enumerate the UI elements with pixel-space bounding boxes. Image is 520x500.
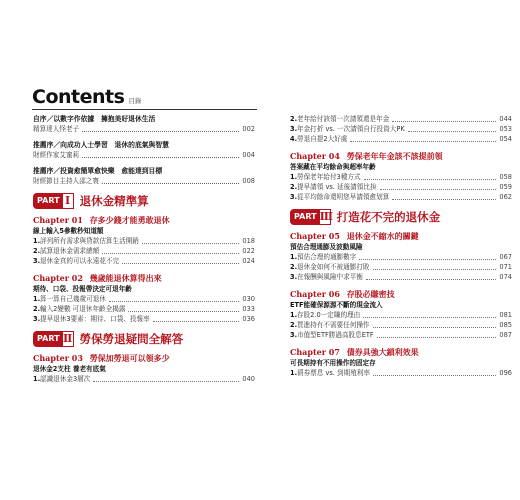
toc-entry (290, 114, 512, 124)
leader-dots (128, 304, 239, 312)
entry-title: 勞保老年給付3種方式 (297, 173, 361, 181)
title-main: Contents (32, 86, 125, 108)
leader-dots (102, 183, 239, 184)
page-number: 067 (499, 253, 512, 261)
page-number: 030 (242, 295, 255, 303)
toc-entry (290, 252, 512, 262)
intro-heading: 推薦序／向成功人士學習 退休的底氣與智慧 (33, 141, 169, 149)
page-number: 054 (499, 135, 512, 143)
toc-entry (290, 192, 512, 202)
entry-number: 2. (290, 115, 298, 123)
entry-title: 輸入2變數 可退休年齡全揭露 (40, 305, 126, 313)
toc-entry (290, 262, 512, 272)
leader-dots (142, 236, 240, 244)
leader-dots (363, 310, 496, 318)
page-number: 036 (242, 315, 255, 323)
entry-title: 買進持有不需要任何操作 (297, 321, 370, 329)
entry-title: 評列所有需求與貸款估算生活開銷 (40, 237, 139, 245)
chapter-heading (33, 272, 255, 284)
contents-title (32, 86, 141, 108)
page-number: 044 (499, 115, 512, 123)
toc-entry (33, 304, 255, 314)
chapter-06 (290, 288, 512, 340)
entry-title: 在報酬與風險中求平衡 (297, 273, 363, 281)
chapter-title: 幾歲能退休算得出來 (89, 274, 162, 283)
intro-author: 財經節目主持人邵之寰 (33, 177, 99, 185)
leader-dots (373, 320, 497, 328)
entry-title: 存股2.0一定賺的理由 (297, 311, 361, 319)
chapter-number: Chapter 05 (290, 231, 340, 241)
part-number: Ⅰ (62, 193, 74, 209)
chapter-04 (290, 150, 512, 202)
chapter-01 (33, 214, 255, 266)
chapter-heading (33, 214, 255, 226)
entry-title: 試算退休金需求總額 (40, 247, 100, 255)
page-number: 002 (242, 125, 255, 133)
toc-entry (290, 172, 512, 182)
toc-entry (33, 374, 255, 384)
page-number: 040 (242, 375, 255, 383)
leader-dots (364, 172, 497, 180)
toc-entry (290, 310, 512, 320)
chapter-heading (33, 352, 255, 364)
page-number: 087 (499, 331, 512, 339)
page-number: 024 (242, 257, 255, 265)
entry-title: 年金打折 vs. 一次請領自行投資大PK (297, 125, 405, 133)
chapter-subtitle: 線上輸入5參數秒知道額 (33, 227, 104, 235)
entry-title: 退休金真的可以永遠花不完 (40, 257, 120, 265)
toc-entry (290, 320, 512, 330)
entry-number: 2. (33, 247, 41, 255)
entry-title: 預估合理的通膨數字 (297, 253, 357, 261)
part-label: PART (33, 193, 63, 209)
part-title: 勞保勞退疑問全解答 (79, 332, 184, 346)
entry-number: 1. (290, 253, 298, 261)
entry-title: 退休金如何不被通膨打敗 (297, 263, 370, 271)
entry-title: 認識退休金3層次 (40, 375, 91, 383)
chapter-number: Chapter 02 (33, 273, 83, 283)
left-column (33, 114, 255, 384)
chapter-07 (290, 346, 512, 378)
intro-line (33, 124, 255, 134)
chapter-number: Chapter 06 (290, 289, 340, 299)
chapter-03-continued (290, 114, 512, 144)
chapter-05 (290, 230, 512, 282)
chapter-title: 存股必賺密技 (346, 290, 395, 299)
leader-dots (392, 114, 496, 122)
part-1-banner (33, 192, 255, 210)
chapter-subtitle: ETF能確保源源不斷的現金流入 (290, 301, 383, 309)
toc-entry (290, 330, 512, 340)
entry-title: 提早請領 vs. 延後請領比拚 (297, 183, 377, 191)
entry-title: 債券票息 vs. 到期殖利率 (297, 369, 370, 377)
entry-number: 2. (33, 305, 41, 313)
chapter-title: 債券具強大鎖利效果 (346, 348, 419, 357)
part-title: 退休金精準算 (79, 194, 149, 208)
chapter-heading (290, 288, 512, 300)
intro-author: 財經作家艾蜜莉 (33, 151, 80, 159)
entry-number: 2. (290, 183, 298, 191)
chapter-subtitle: 退休金2支柱 養老有底氣 (33, 365, 106, 373)
leader-dots (109, 294, 239, 302)
page-number: 081 (499, 311, 512, 319)
entry-title: 從平均餘命還明您早請領愈划算 (297, 193, 390, 201)
part-title: 打造花不完的退休金 (336, 210, 441, 224)
chapter-subtitle: 答案藏在平均餘命與超率年齡 (290, 163, 376, 171)
page-number: 004 (242, 151, 255, 159)
intro-block-3 (33, 166, 255, 186)
part-3-banner (290, 208, 512, 226)
page-number: 085 (499, 321, 512, 329)
chapter-subtitle: 期待、口袋、投報帶決定可退年齡 (33, 285, 132, 293)
entry-number: 1. (290, 369, 298, 377)
chapter-heading (290, 230, 512, 242)
toc-entry (290, 134, 512, 144)
leader-dots (82, 157, 239, 158)
entry-number: 1. (33, 237, 41, 245)
intro-block-1 (33, 114, 255, 134)
chapter-title: 勞保老年年金該不該提前領 (346, 152, 443, 161)
chapter-03 (33, 352, 255, 384)
page-number: 018 (242, 237, 255, 245)
entry-number: 3. (33, 257, 41, 265)
entry-number: 2. (290, 263, 298, 271)
page-number: 022 (242, 247, 255, 255)
entry-title: 老年給付該領一次請領還是年金 (297, 115, 390, 123)
chapter-title: 存多少錢才能勇敢退休 (89, 216, 170, 225)
chapter-heading (290, 346, 512, 358)
entry-number: 3. (290, 193, 298, 201)
intro-heading: 自序／以數字作依據 擁抱美好退休生活 (33, 115, 156, 123)
entry-number: 1. (290, 173, 298, 181)
page-number: 008 (242, 177, 255, 185)
entry-number: 1. (33, 375, 41, 383)
entry-title: 市值型ETF勝過高股息ETF (297, 331, 374, 339)
leader-dots (122, 256, 239, 264)
part-label: PART (290, 209, 320, 225)
leader-dots (350, 134, 496, 142)
part-2-banner (33, 330, 255, 348)
toc-entry (290, 124, 512, 134)
title-sub: 目錄 (128, 97, 142, 105)
part-number: Ⅲ (319, 210, 333, 223)
toc-entry (33, 314, 255, 324)
page-number: 074 (499, 273, 512, 281)
leader-dots (377, 330, 497, 338)
leader-dots (366, 272, 496, 280)
toc-entry (290, 368, 512, 378)
intro-heading: 推薦序／投資愈簡單愈快樂 愈能達到目標 (33, 167, 163, 175)
entry-number: 1. (290, 311, 298, 319)
leader-dots (373, 262, 497, 270)
intro-line (33, 176, 255, 186)
toc-entry (33, 246, 255, 256)
leader-dots (153, 314, 240, 322)
chapter-heading (290, 150, 512, 162)
leader-dots (359, 252, 496, 260)
page-number: 062 (499, 193, 512, 201)
chapter-number: Chapter 07 (290, 347, 340, 357)
chapter-02 (33, 272, 255, 324)
right-column (290, 114, 512, 378)
chapter-title: 勞保加勞退可以領多少 (89, 354, 170, 363)
page-number: 053 (499, 125, 512, 133)
chapter-number: Chapter 01 (33, 215, 83, 225)
chapter-subtitle: 可長期持有不用操作的固定存 (290, 359, 376, 367)
entry-number: 3. (33, 315, 41, 323)
page-number: 059 (499, 183, 512, 191)
leader-dots (380, 182, 497, 190)
entry-number: 1. (33, 295, 41, 303)
leader-dots (373, 368, 496, 376)
entry-title: 算一算自己幾歲可退休 (40, 295, 106, 303)
part-label: PART (33, 331, 63, 347)
chapter-title: 退休金不縮水的關鍵 (346, 232, 419, 241)
page-number: 071 (499, 263, 512, 271)
toc-entry (290, 182, 512, 192)
entry-number: 3. (290, 331, 298, 339)
leader-dots (93, 374, 239, 382)
chapter-subtitle: 預估合理通膨及波動風險 (290, 243, 363, 251)
entry-number: 3. (290, 273, 298, 281)
toc-entry (33, 236, 255, 246)
entry-number: 3. (290, 125, 298, 133)
entry-number: 2. (290, 321, 298, 329)
entry-title: 勞退自提2大好處 (297, 135, 348, 143)
intro-author: 精算達人怪老子 (33, 125, 80, 133)
intro-line (33, 150, 255, 160)
part-number: Ⅱ (62, 332, 73, 345)
toc-entry (33, 256, 255, 266)
toc-entry (33, 294, 255, 304)
leader-dots (102, 246, 239, 254)
title-rule (32, 109, 257, 110)
page-number: 058 (499, 173, 512, 181)
toc-entry (290, 272, 512, 282)
chapter-number: Chapter 03 (33, 353, 83, 363)
page-number: 033 (242, 305, 255, 313)
page-number: 096 (499, 369, 512, 377)
chapter-number: Chapter 04 (290, 151, 340, 161)
leader-dots (82, 131, 239, 132)
entry-number: 4. (290, 135, 298, 143)
entry-title: 提早退休3要素：期待、口袋、投報率 (40, 315, 150, 323)
intro-block-2 (33, 140, 255, 160)
leader-dots (408, 124, 497, 132)
leader-dots (392, 192, 496, 200)
